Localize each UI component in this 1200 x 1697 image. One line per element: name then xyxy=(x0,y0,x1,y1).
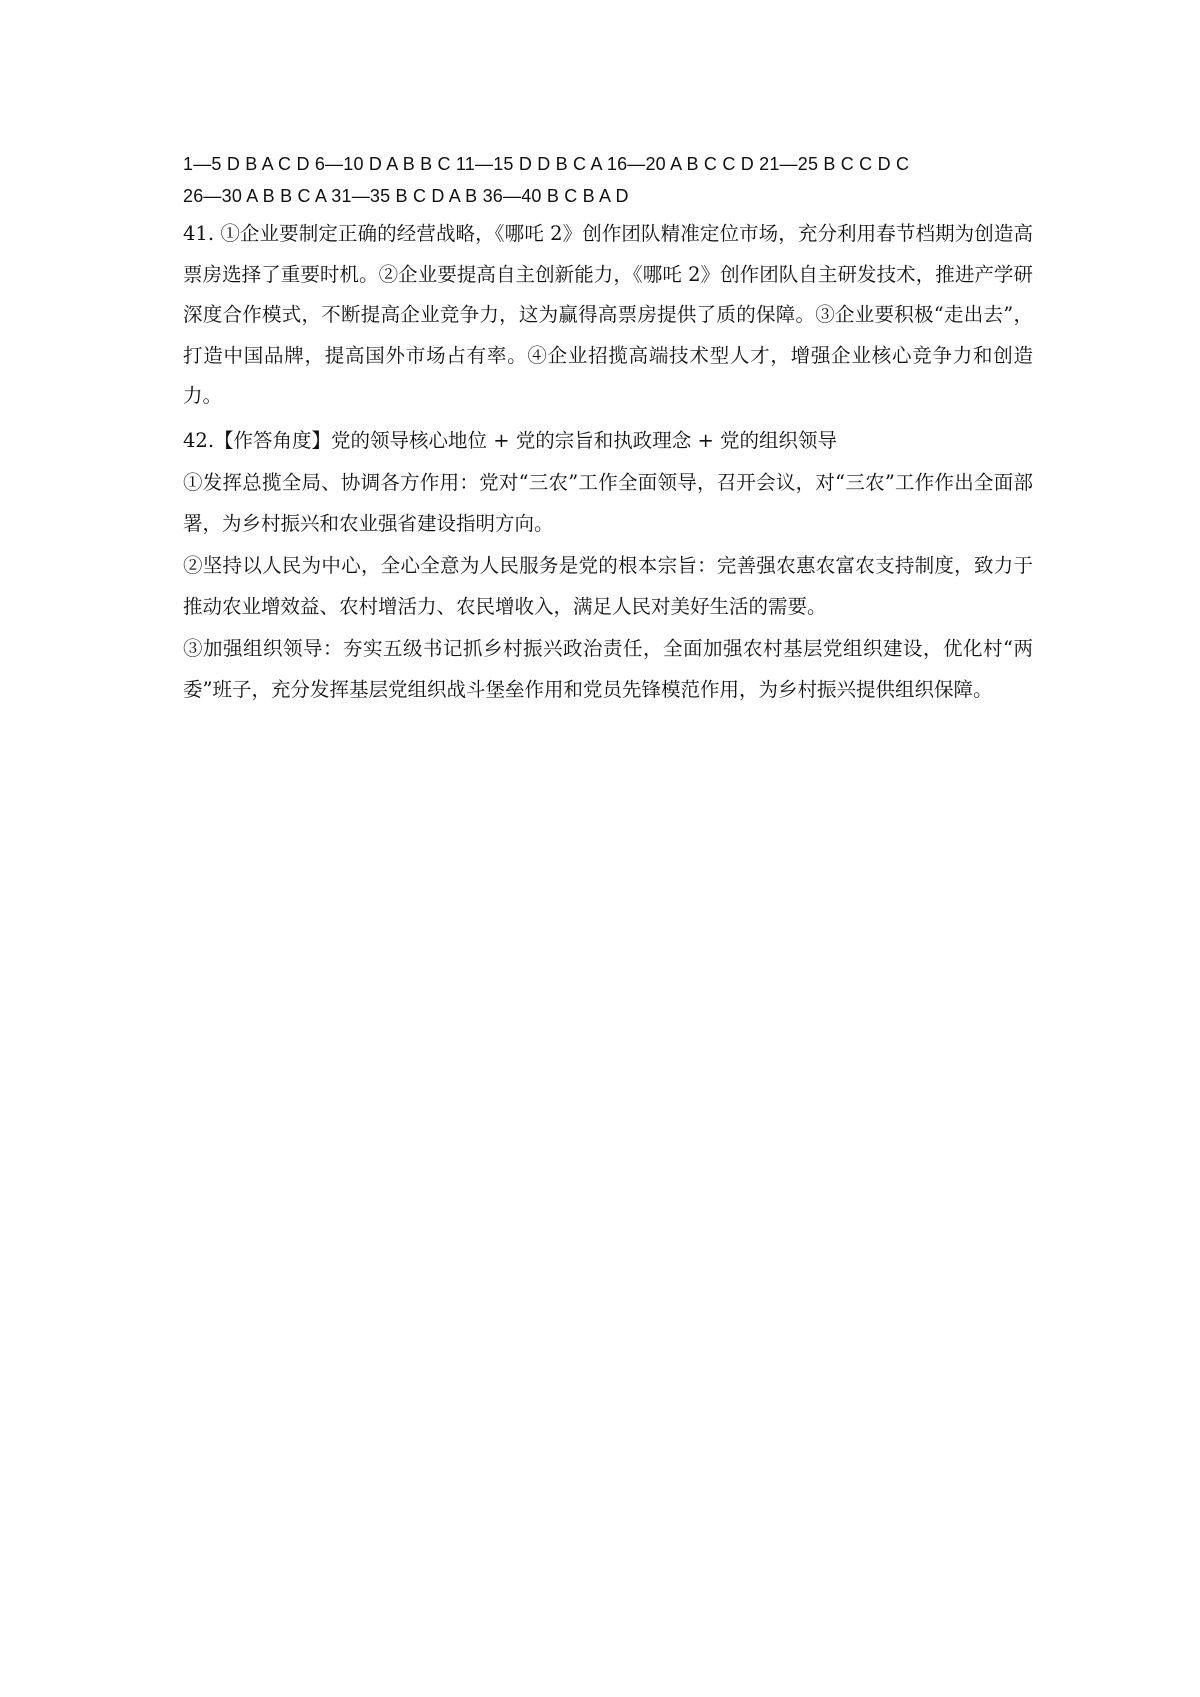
multiple-choice-answers-line-2: 26—30 A B B C A 31—35 B C D A B 36—40 B C B A D xyxy=(183,186,629,206)
question-42-point-1: ①发挥总揽全局、协调各方作用：党对“三农”工作全面领导，召开会议，对“三农”工作作出全面部署，为乡村振兴和农业强省建设指明方向。 xyxy=(183,471,1033,535)
multiple-choice-answers-line-1: 1—5 D B A C D 6—10 D A B B C 11—15 D D B C A 16—20 A B C C D 21—25 B C C D C xyxy=(183,154,910,174)
answer-content xyxy=(183,148,1033,710)
question-41-answer: 41. ①企业要制定正确的经营战略，《哪吒 2》创作团队精准定位市场，充分利用春节档期为创造高票房选择了重要时机。②企业要提高自主创新能力，《哪吒 2》创作团队自主研发技术，推进产学研深度合作模式，不断提高企业竞争力，这为赢得高票房提供了质的保障。③企业要积极“走出去”，打造中国品牌，提高国外市场占有率。④企业招揽高端技术型人才，增强企业核心竞争力和创造力。 xyxy=(183,222,1033,407)
question-42-point-3: ③加强组织领导：夯实五级书记抓乡村振兴政治责任，全面加强农村基层党组织建设，优化村“两委”班子，充分发挥基层党组织战斗堡垒作用和党员先锋模范作用，为乡村振兴提供组织保障。 xyxy=(183,637,1033,701)
question-42-point-2: ②坚持以人民为中心，全心全意为人民服务是党的根本宗旨：完善强农惠农富农支持制度，致力于推动农业增效益、农村增活力、农民增收入，满足人民对美好生活的需要。 xyxy=(183,554,1033,618)
question-42-heading: 42.【作答角度】党的领导核心地位 + 党的宗旨和执政理念 + 党的组织领导 xyxy=(183,428,837,452)
